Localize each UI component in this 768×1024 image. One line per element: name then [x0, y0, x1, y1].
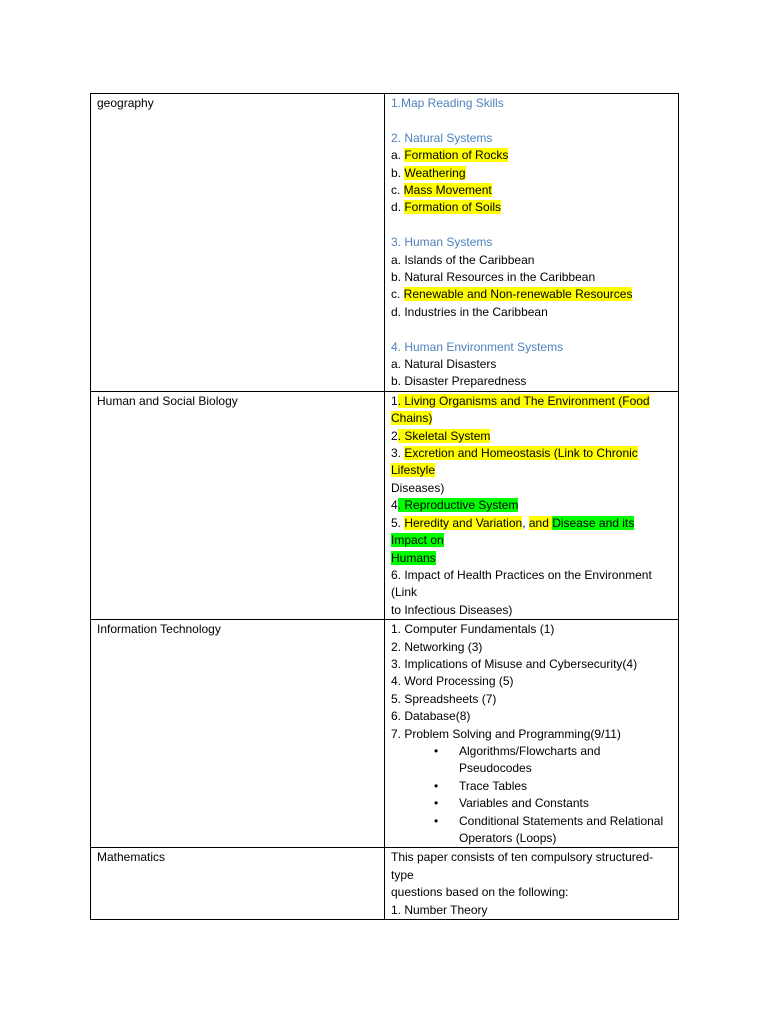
subject-cell: [91, 848, 385, 920]
topic-text: This paper consists of ten compulsory structured-: [391, 850, 654, 865]
topic-line: [391, 304, 672, 321]
table-row: [91, 94, 679, 392]
topics-cell: [385, 94, 679, 392]
topic-text: 6. Database(8): [391, 709, 471, 724]
topic-text: . Skeletal System: [397, 428, 491, 443]
topics-cell: [385, 620, 679, 848]
topic-text: b. Disaster Preparedness: [391, 374, 527, 389]
topic-text: Chains): [391, 411, 433, 426]
topic-text: 5.: [391, 515, 405, 530]
topic-text: (Link: [391, 585, 418, 600]
topic-text: a. Islands of the Caribbean: [391, 252, 535, 267]
topic-line: [391, 902, 672, 919]
topic-line: [391, 584, 672, 601]
bullet-icon: •: [434, 796, 439, 811]
topic-text: 2. Networking (3): [391, 639, 483, 654]
bullet-icon: •: [434, 778, 439, 793]
topic-text: . Living Organisms and The Environment (Food: [397, 393, 650, 408]
topic-text: type: [391, 867, 414, 882]
topic-text: 5. Spreadsheets (7): [391, 691, 497, 706]
topic-text: . Reproductive System: [397, 498, 519, 513]
topic-line: [391, 234, 672, 251]
topic-text: Lifestyle: [391, 463, 436, 478]
bullet-item: [434, 813, 672, 848]
topic-line: [391, 112, 672, 129]
bullet-text: Conditional Statements and Relational Operators (Loops): [459, 813, 664, 846]
topic-line: [391, 550, 672, 567]
topic-text: 4. Human Environment Systems: [391, 339, 564, 354]
topic-text: 3. Human Systems: [391, 235, 493, 250]
topic-line: [391, 428, 672, 445]
topic-line: [391, 497, 672, 514]
topic-line: [391, 726, 672, 743]
topic-line: [391, 867, 672, 884]
topic-text: a. Natural Disasters: [391, 357, 497, 372]
topic-line: [391, 639, 672, 656]
topic-line: [391, 130, 672, 147]
topic-text: 2: [391, 428, 398, 443]
topic-line: [391, 410, 672, 427]
topic-text: 4. Word Processing (5): [391, 674, 514, 689]
topic-line: [391, 199, 672, 216]
subject-cell: [91, 391, 385, 619]
bullet-icon: •: [434, 813, 439, 828]
subject-name: Mathematics: [97, 850, 166, 865]
topic-line: [391, 602, 672, 619]
topic-text: 7. Problem Solving and Programming(9/11): [391, 726, 621, 741]
topic-text: b. Natural Resources in the Caribbean: [391, 270, 596, 285]
bullet-item: [434, 743, 672, 778]
topic-text: questions based on the following:: [391, 885, 569, 900]
syllabus-table: [90, 93, 679, 920]
topic-line: [391, 708, 672, 725]
topic-text: 1. Computer Fundamentals (1): [391, 622, 555, 637]
topic-line: [391, 182, 672, 199]
topic-line: [391, 480, 672, 497]
topic-text: Heredity and Variation: [404, 515, 523, 530]
topic-line: [391, 884, 672, 901]
topic-text: 1. Number Theory: [391, 902, 488, 917]
topic-line: [391, 252, 672, 269]
topic-text: and: [528, 515, 553, 530]
subject-name: Human and Social Biology: [97, 393, 238, 408]
topic-line: [391, 532, 672, 549]
topic-text: Weathering: [404, 165, 466, 180]
topic-line: [391, 567, 672, 584]
topic-text: Disease and its: [552, 515, 635, 530]
topic-text: d.: [391, 200, 405, 215]
table-row: [91, 391, 679, 619]
topics-cell: [385, 848, 679, 920]
bullet-list: [391, 743, 672, 847]
subject-name: Information Technology: [97, 622, 221, 637]
topic-line: [391, 95, 672, 112]
topic-text: 4: [391, 498, 398, 513]
subject-name: geography: [97, 96, 154, 110]
bullet-text: Algorithms/Flowcharts and Pseudocodes: [459, 743, 601, 776]
topics-cell: [385, 391, 679, 619]
topic-text: to Infectious Diseases): [391, 602, 513, 617]
topic-line: [391, 147, 672, 164]
topic-text: Diseases): [391, 480, 445, 495]
topic-line: [391, 673, 672, 690]
topic-line: [391, 321, 672, 338]
topic-text: 1: [391, 393, 398, 408]
subject-cell: [91, 620, 385, 848]
topic-text: Renewable and Non-renewable Resources: [403, 287, 633, 302]
topic-text: Formation of Soils: [404, 200, 502, 215]
topic-text: a.: [391, 148, 405, 163]
topic-line: [391, 356, 672, 373]
topic-text: 6. Impact of Health Practices on the Environment: [391, 567, 652, 582]
table-row: [91, 848, 679, 920]
topic-text: Impact on: [391, 533, 444, 548]
topic-text: c.: [391, 287, 404, 302]
bullet-text: Variables and Constants: [459, 796, 589, 811]
topic-text: b.: [391, 165, 405, 180]
topic-line: [391, 621, 672, 638]
topic-text: Humans: [391, 550, 436, 565]
topic-line: [391, 656, 672, 673]
topic-text: 3. Implications of Misuse and Cybersecurity(4): [391, 656, 638, 671]
topic-line: [391, 165, 672, 182]
topic-line: [391, 691, 672, 708]
topic-line: [391, 373, 672, 390]
topic-line: [391, 217, 672, 234]
topic-line: [391, 269, 672, 286]
topic-text: 1.Map Reading Skills: [391, 96, 504, 110]
topic-line: [391, 849, 672, 866]
topic-line: [391, 515, 672, 532]
table-row: [91, 620, 679, 848]
bullet-item: [434, 795, 672, 812]
bullet-text: Trace Tables: [459, 778, 528, 793]
topic-line: [391, 339, 672, 356]
topic-text: Formation of Rocks: [404, 148, 509, 163]
topic-text: 3.: [391, 446, 405, 461]
topic-text: d. Industries in the Caribbean: [391, 304, 548, 319]
topic-text: ,: [522, 515, 529, 530]
topic-line: [391, 445, 672, 462]
subject-cell: [91, 94, 385, 392]
topic-text: Excretion and Homeostasis (Link to Chronic: [404, 446, 638, 461]
topic-text: 2. Natural Systems: [391, 130, 493, 145]
topic-line: [391, 393, 672, 410]
topic-line: [391, 286, 672, 303]
topic-line: [391, 462, 672, 479]
bullet-icon: •: [434, 743, 439, 758]
topic-text: Mass Movement: [403, 183, 492, 198]
bullet-item: [434, 778, 672, 795]
topic-text: c.: [391, 183, 404, 198]
